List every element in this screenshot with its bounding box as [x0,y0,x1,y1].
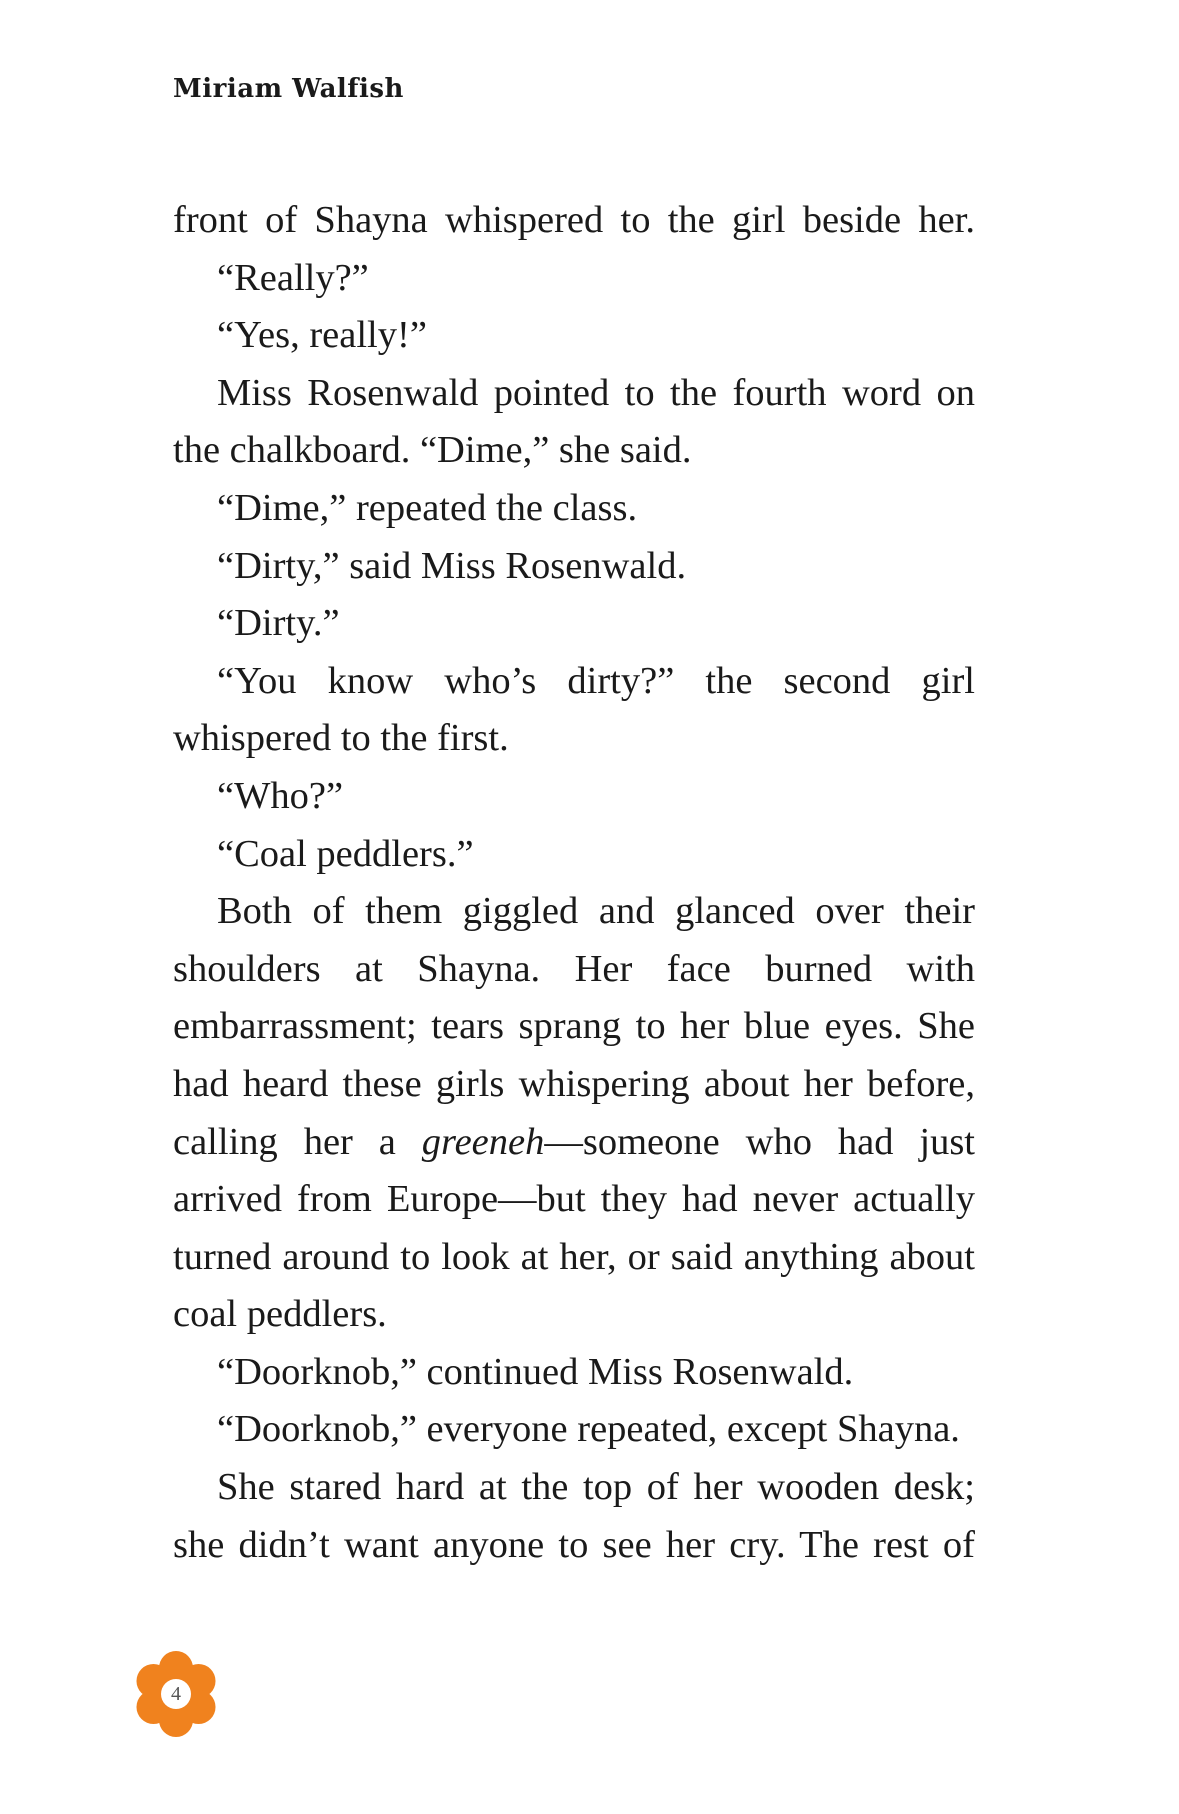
page-number-badge [130,1648,222,1740]
paragraph: “Doorknob,” continued Miss Rosenwald. [217,1350,854,1393]
paragraph: Miss Rosenwald pointed to the fourth word on the chalkboard. “Dime,” she said. [173,371,975,472]
paragraph: She stared hard at the top of her wooden desk; she didn’t want anyone to see her cry. The rest of [173,1466,975,1566]
running-head: Miriam Walfish [173,74,404,104]
page-number: 4 [171,1683,181,1705]
paragraph-text: —someone who had just arrived from Europe—but they had never actually turned around to look at her, or said anything about coal peddlers. [173,1120,975,1336]
paragraph: “Dime,” repeated the class. [217,486,638,529]
paragraph: “Dirty,” said Miss Rosenwald. [217,544,687,587]
paragraph: “Doorknob,” everyone repeated, except Shayna. [217,1408,960,1451]
paragraph: “Really?” [217,256,369,299]
paragraph: “Coal peddlers.” [217,832,474,875]
paragraph: “You know who’s dirty?” the second girl whispered to the first. [173,659,975,760]
italic-word: greeneh [421,1120,545,1163]
paragraph: “Who?” [217,774,344,817]
paragraph [173,883,975,1344]
paragraph: “Yes, really!” [217,314,427,357]
body-text [173,192,975,1574]
paragraph: “Dirty.” [217,602,340,645]
paragraph-text: Both of them giggled and glanced over their shoulders at Shayna. Her face burned with embarrassment; tears sprang to her blue eyes. She had heard these girls whispering about her before, calling her a [173,890,975,1163]
paragraph: front of Shayna whispered to the girl beside her. [173,199,975,241]
